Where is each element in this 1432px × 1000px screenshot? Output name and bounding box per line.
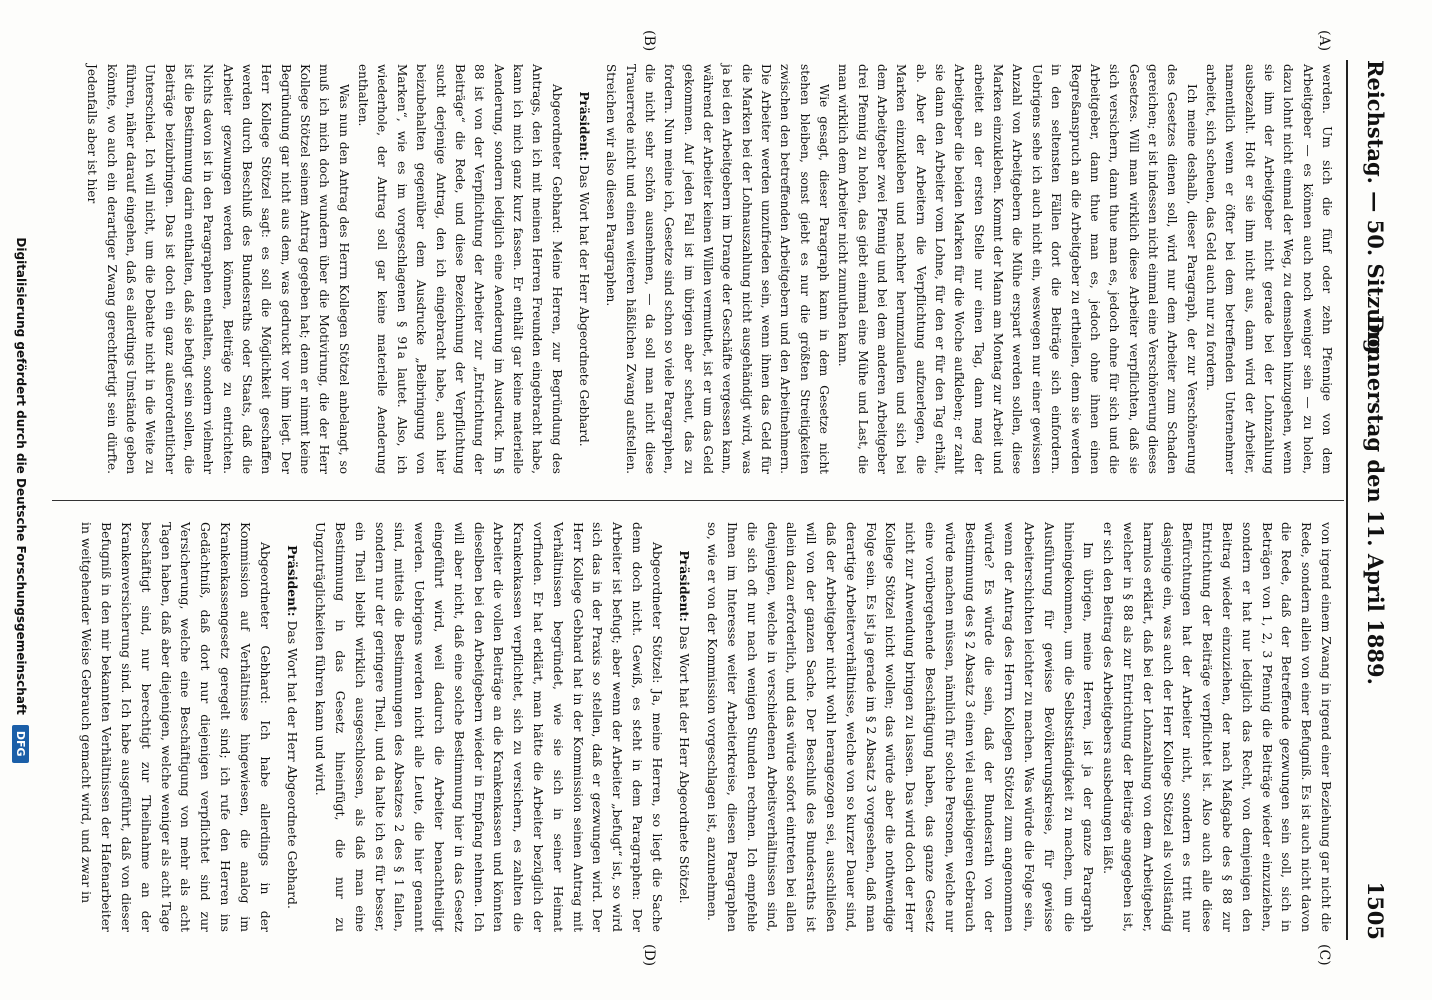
marker-d: (D) [641, 944, 657, 967]
header-session: Reichstag. — 50. Sitzung. [1363, 60, 1388, 361]
header-rule [1346, 60, 1348, 940]
paragraph: werden. Um sich die fünf oder zehn Pfennige von dem Arbeitgeber — es können auch noch weniger sein — zu holen, dazu lohnt nicht einmal der Weg, zu demselben hinzugehen, wenn sie ihm der Arbeitgeber nicht gerade bei der Lohnzahlung ausbezahlt. Holt er sie ihm nicht aus, dann wird der Arbeiter, namentlich wenn er öfter bei dem betreffenden Unternehmer arbeitet, sich scheuen, das Geld auch nur zu fordern. [1203, 64, 1334, 474]
page-header [1358, 60, 1398, 940]
speaker-label: Präsident: [677, 550, 693, 622]
president-line [283, 522, 303, 932]
paragraph: Ich meine deshalb, dieser Paragraph, der zur Verschönerung des Gesetzes dienen soll, wird nur dem Arbeiter zum Schaden gereichen; er ist indessen nicht einmal eine Verschönerung dieses Gesetzes. Will man wirklich diese Arbeiter verpflichten, daß sie sich versichern, dann thue man es, jedoch ohne für sich und die Arbeitgeber, dann thue man es, jedoch ohne ihnen einen Regreßanspruch an die Arbeitgeber zu ertheilen, denn sie werden in den seltensten Fällen dort die Beiträge sich einfordern. Uebrigens sehe ich auch nicht ein, weswegen nur einer gewissen Anzahl von Arbeitgebern die Mühe erspart werden sollen, diese Marken einzukleben. Kommt der Mann am Montag zur Arbeit und arbeitet an der ersten Stelle nur einen Tag, dann mag der Arbeitgeber die beiden Marken für die Woche aufkleben; er zahlt sie dann den Arbeiter vom Lohne, für den er für den Tag erhält, ab. Aber der Arbeitern die Verpflichtung aufzuerlegen, die Marken einzukleben und nachher herumzulaufen und sich bei dem Arbeitgeber zwei Pfennig und bei dem anderen Arbeitgeber drei Pfennig zu holen, das giebt einmal eine Mühe und Last, die man wirklich dem Arbeiter nicht zumuthen kann. [836, 64, 1199, 474]
right-column [77, 522, 1336, 932]
footer-text: Digitalisierung gefördert durch die Deutsche Forschungsgemeinschaft [14, 237, 28, 715]
marker-c: (C) [1316, 944, 1332, 966]
speaker-label: Präsident: [576, 91, 591, 162]
speaker-text: Das Wort hat der Herr Abgeordnete Stötzel. [677, 625, 693, 904]
left-column [82, 64, 1336, 474]
paragraph: Im übrigen, meine Herren, ist ja der ganze Paragraph hineingekommen, um die Selbstständigkeit zu machen, um die Ausführung für gewisse Bevölkerungskreise, für gewisse Arbeiterschichten leichter zu machen. Was würde die Folge sein, wenn der Antrag des Herrn Kollegen Stötzel zum angenommen würde? Es würde die sein, daß der Bundesrath von der Bestimmung des § 2 Absatz 3 einen viel ausgiebigeren Gebrauch würde machen müssen, nämlich für solche Personen, welche nur eine vorübergehende Beschäftigung haben, das ganze Gesetz nicht zur Anwendung bringen zu lassen. Das wird doch der Herr Kollege Stötzel nicht wollen; das würde aber die nothwendige Folge sein. Es ist ja gerade im § 2 Absatz 3 vorgesehen, daß man derartige Arbeiterverhältnisse, welche von so kurzer Dauer sind, daß der Arbeitgeber nicht wohl herangezogen sei, ausschließen will von der ganzen Sache. Der Beschluß des Bundesraths ist allein dazu erforderlich, und das würde sofort eintreten bei allen denjenigen, welche in verschiedenen Arbeitsverhältnissen sind, die sich oft nur nach wenigen Stunden rechnen. Ich empfehle Ihnen im Interesse weiter Arbeiterkreise, diesen Paragraphen so, wie er von der Kommission vorgeschlagen ist, anzunehmen. [705, 522, 1097, 932]
president-line [574, 64, 593, 474]
paragraph: Abgeordneter Stötzel: Ja, meine Herren, so liegt die Sache denn doch nicht. Gewiß, es steht in dem Paragraphen: Der Arbeiter ist befugt; aber wenn der Arbeiter „befugt“ ist, so wird sich das in der Praxis so stellen, daß er gezwungen wird. Der Herr Kollege Gebhard hat in der Kommission seinen Antrag mit Verhältnissen begründet, wie sie sich in seiner Heimat vorfinden. Er hat erklärt, man hätte die Arbeiter bezüglich der Krankenkassen verpflichtet, sich zu versichern, es zahlten die Arbeiter die vollen Beiträge an die Krankenkassen und könnten dieselben bei den Arbeitgebern wieder in Empfang nehmen. Ich will aber nicht, daß eine solche Bestimmung hier in das Gesetz eingeführt wird, weil dadurch die Arbeiter benachtheiligt werden. Uebrigens werden nicht alle Leute, die hier genannt sind, mittels die Bestimmungen des Absatzes 2 des § 1 fallen, sondern nur der geringere Theil, und da halte ich es für besser, ein Theil bleibt wirklich ausgeschlossen, als daß man eine Bestimmung in das Gesetz hineinfügt, die nur zu Ungzuträglichkeiten führen kann und wird. [313, 522, 665, 932]
marker-a: (A) [1316, 30, 1332, 52]
president-line [675, 522, 695, 932]
paragraph: von irgend einem Zwang in irgend einer Beziehung gar nicht die Rede, sondern allein von einer Befugniß. Es ist auch nicht davon die Rede, daß der Betreffende gezwungen sein soll, sich in Beträgen von 1, 2, 3 Pfennig die Beiträge wieder einzuziehen, sondern er hat nur lediglich das Recht, von demjenigen den Beitrag wieder einzuziehen, der nach Maßgabe des § 88 zur Entrichtung der Beiträge verpflichtet ist. Also auch alle diese Befürchtungen hat der Arbeiter nicht, sondern es tritt nur dasjenige ein, was auch der Herr Kollege Stötzel als vollständig harmlos erklärt, daß bei der Lohnzahlung von dem Arbeitgeber, welcher in § 88 als zur Entrichtung der Beiträge angegeben ist, er sich den Beitrag des Arbeitgebers ausbedungen läßt. [1101, 522, 1334, 932]
column-divider [52, 500, 1344, 501]
page-number: 1505 [1363, 881, 1388, 940]
speaker-text: Das Wort hat der Herr Abgeordnete Gebhard. [576, 164, 591, 447]
speaker-label: Präsident: [285, 545, 301, 617]
header-date: Donnerstag den 11. April 1889. [1363, 315, 1388, 685]
digitization-footer [6, 0, 36, 1000]
paragraph: Abgeordneter Gebhard: Meine Herren, zur Begründung des Antrags, den ich mit meinen Herren Freunden eingebracht habe, kann ich mich ganz kurz fassen. Er enthält gar keine materielle Aenderung, sondern lediglich eine Aenderung im Ausdruck. Im § 88 ist von der Verpflichtung der Arbeiter zur „Entrichtung der Beiträge“ die Rede, und diese Bezeichnung der Verpflichtung sucht derjenige Antrag, den ich eingebracht habe, auch hier beizubehalten gegenüber dem Ausdrucke „Beibringung von Marken“, wie es im vorgeschlagenen § 91a lautet. Also, ich wiederhole, der Antrag soll gar keine materielle Aenderung enthalten. [356, 64, 564, 474]
marker-b: (B) [641, 30, 657, 52]
dfg-logo: DFG [13, 725, 30, 763]
paragraph: Wie gesagt, dieser Paragraph kann in dem Gesetze nicht stehen bleiben, sonst giebt es nur die größten Streitigkeiten zwischen den betreffenden Arbeitgebern und den Arbeitnehmern. Die Arbeiter werden unzufrieden sein, wenn ihnen das Geld für die Marken bei der Lohnauszahlung nicht ausgehändigt wird, was ja bei den Arbeitgebern im Drange der Geschäfte vergessen kann, während der Arbeiter keinen Willen vermuthet, ist er um das Geld gekommen. Auf jeden Fall ist im übrigen aber scheut, das zu fordern. Nun meine ich, Gesetze sind schon so viele Paragraphen, die nicht sehr schön ausnehmen, — da soll man nicht diese Trauerrede nicht und einen weiteren häßlichen Zwang aufstellen. Streichen wir also diesen Paragraphen. [604, 64, 832, 474]
speaker-text: Das Wort hat der Herr Abgeordnete Gebhard. [285, 620, 301, 909]
paragraph: Was nun den Antrag des Herrn Kollegen Stötzel anbelangt, so muß ich mich doch wundern über die Motivirung, die der Herr Kollege Stötzel seinem Antrag gegeben hat; denn er nimmt keine Begründung gar nicht aus dem, was gedruckt vor ihm liegt. Der Herr Kollege Stötzel sagt: es soll die Möglichkeit geschaffen werden durch Beschluß des Bundesraths oder Staats, daß die Arbeiter gezwungen werden können, Beiträge zu entrichten. Nichts davon ist in den Paragraphen enthalten, sondern vielmehr ist die Bestimmung darin enthalten, daß sie befugt sein sollen, die Beiträge beizubringen. Das ist doch ein ganz außerordentlicher Unterschied. Ich will nicht, um die Debatte nicht in die Weite zu führen, näher darauf eingehen, daß es allerdings Umstände geben könnte, wo auch ein derartiger Zwang gerechtfertigt sein dürfte. Jedenfalls aber ist hier [85, 64, 351, 474]
paragraph: Abgeordneter Gebhard: Ich habe allerdings in der Kommission auf Verhältnisse hingewiesen, die analog im Krankenkassengesetz geregelt sind; ich rufe den Herren ins Gedächtniß, daß dort nur diejenigen verpflichtet sind zur Versicherung, welche eine Beschäftigung von mehr als acht Tagen haben, daß aber diejenigen, welche weniger als acht Tage beschäftigt sind, nur berechtigt zur Theilnahme an der Krankenversicherung sind. Ich habe ausgeführt, daß von dieser Befugniß in den mir bekannten Verhältnissen der Hafenarbeiter in weitgehender Weise Gebrauch gemacht wird, und zwar in [79, 522, 273, 932]
